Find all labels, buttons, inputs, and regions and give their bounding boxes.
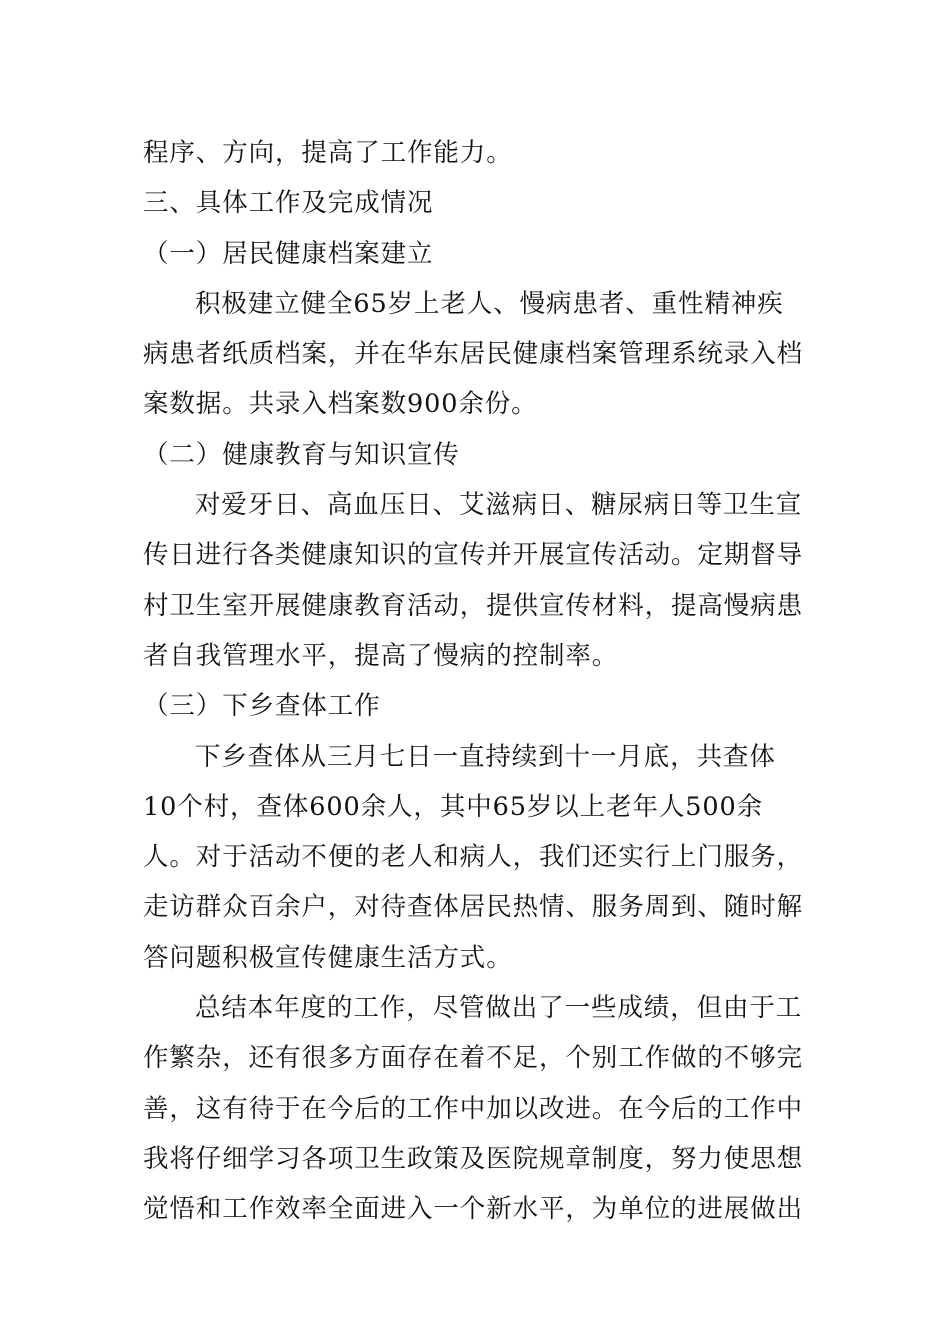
document-body: [143, 128, 808, 1235]
subsection-heading-2: （二）健康教育与知识宣传: [143, 439, 460, 470]
subsection-body-3: 下乡查体从三月七日一直持续到十一月底，共查体10个村，查体600余人，其中65岁以上老年人500余人。对于活动不便的老人和病人，我们还实行上门服务，走访群众百余户，对待查体居民热情、服务周到、随时解答问题积极宣传健康生活方式。: [143, 741, 804, 973]
subsection-heading-3: （三）下乡查体工作: [143, 691, 381, 722]
summary-paragraph: 总结本年度的工作，尽管做出了一些成绩，但由于工作繁杂，还有很多方面存在着不足，个别工作做的不够完善，这有待于在今后的工作中加以改进。在今后的工作中我将仔细学习各项卫生政策及医院规章制度，努力使思想觉悟和工作效率全面进入一个新水平，为单位的进展做出: [143, 993, 804, 1225]
paragraph-continuation: 程序、方向，提高了工作能力。: [143, 138, 513, 168]
section-title: 三、具体工作及完成情况: [143, 188, 434, 219]
subsection-body-2: 对爱牙日、高血压日、艾滋病日、糖尿病日等卫生宣传日进行各类健康知识的宣传并开展宣传活动。定期督导村卫生室开展健康教育活动，提供宣传材料，提高慢病患者自我管理水平，提高了慢病的控制率。: [143, 490, 804, 671]
subsection-heading-1: （一）居民健康档案建立: [143, 238, 434, 269]
subsection-body-1: 积极建立健全65岁上老人、慢病患者、重性精神疾病患者纸质档案，并在华东居民健康档案管理系统录入档案数据。共录入档案数900余份。: [143, 288, 804, 420]
